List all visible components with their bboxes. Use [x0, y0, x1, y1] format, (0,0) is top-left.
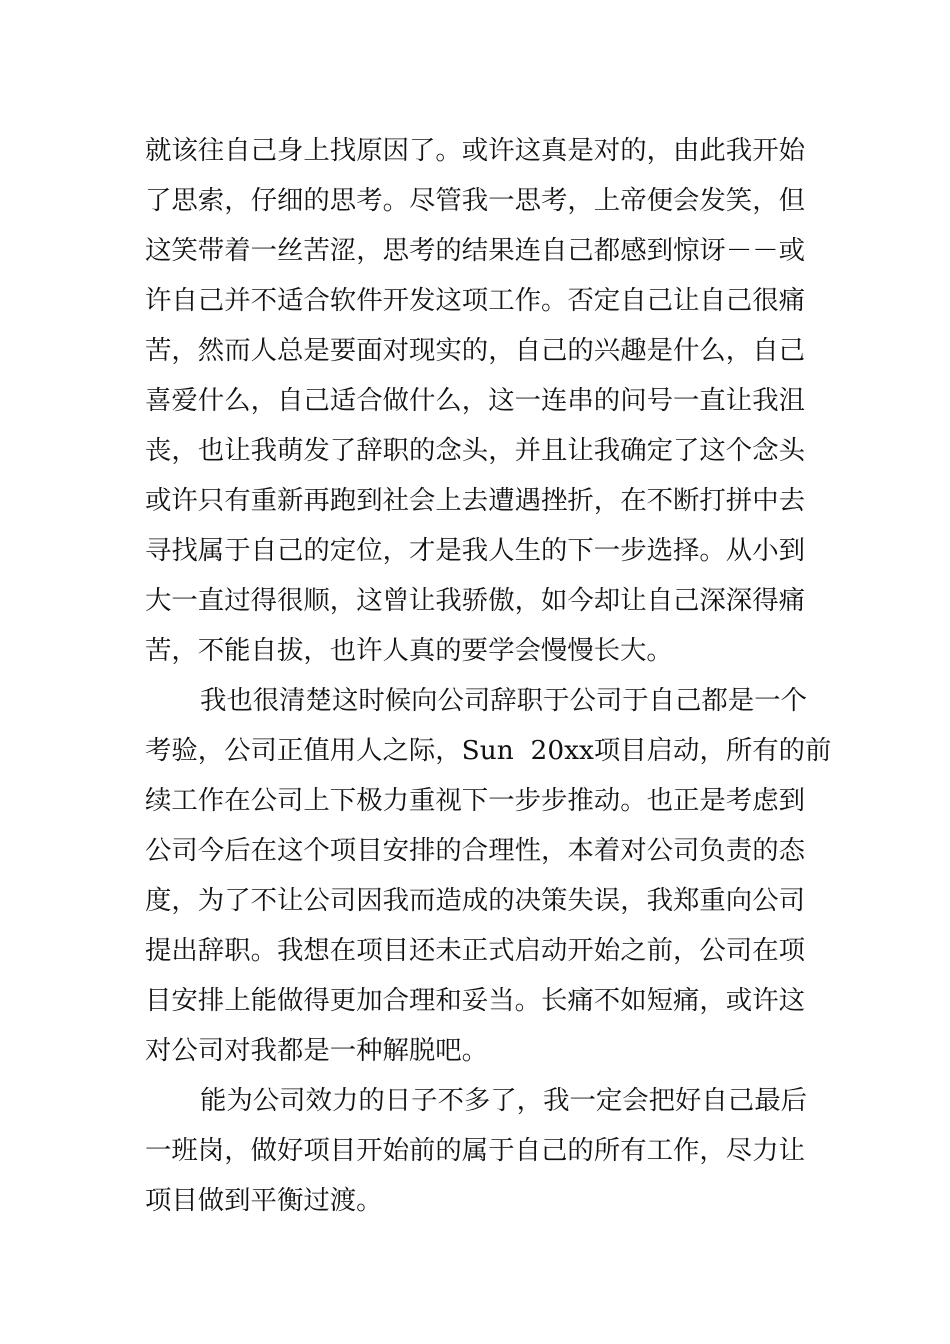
text-line: 苦，然而人总是要面对现实的，自己的兴趣是什么，自己 [145, 335, 805, 366]
text-line: 一班岗，做好项目开始前的属于自己的所有工作，尽力让 [145, 1135, 805, 1166]
text-line: 了思索，仔细的思考。尽管我一思考，上帝便会发笑，但 [145, 185, 805, 216]
text-line: 度，为了不让公司因我而造成的决策失误，我郑重向公司 [145, 885, 805, 916]
text-line: 喜爱什么，自己适合做什么，这一连串的问号一直让我沮 [145, 385, 805, 416]
paragraph-3 [145, 1076, 805, 1226]
paragraph-1 [145, 126, 805, 676]
text-line: 这笑带着一丝苦涩，思考的结果连自己都感到惊讶－－或 [145, 235, 805, 266]
document-body [145, 126, 832, 1226]
text-line: 寻找属于自己的定位，才是我人生的下一步选择。从小到 [145, 535, 805, 566]
text-line: 提出辞职。我想在项目还未正式启动开始之前，公司在项 [145, 935, 805, 966]
text-line: 项目做到平衡过渡。 [145, 1185, 383, 1216]
text-line: 或许只有重新再跑到社会上去遭遇挫折，在不断打拼中去 [145, 485, 805, 516]
text-line: 丧，也让我萌发了辞职的念头，并且让我确定了这个念头 [145, 435, 805, 466]
text-line: 对公司对我都是一种解脱吧。 [145, 1035, 489, 1066]
paragraph-2 [145, 676, 832, 1076]
text-line: 苦，不能自拔，也许人真的要学会慢慢长大。 [145, 635, 673, 666]
text-line: 公司今后在这个项目安排的合理性，本着对公司负责的态 [145, 835, 805, 866]
text-line: 目安排上能做得更加合理和妥当。长痛不如短痛，或许这 [145, 985, 805, 1016]
text-line: 能为公司效力的日子不多了，我一定会把好自己最后 [200, 1085, 807, 1116]
text-line: 我也很清楚这时候向公司辞职于公司于自己都是一个 [200, 685, 807, 716]
text-line: 许自己并不适合软件开发这项工作。否定自己让自己很痛 [145, 285, 805, 316]
text-line: 就该往自己身上找原因了。或许这真是对的，由此我开始 [145, 135, 805, 166]
text-line: 大一直过得很顺，这曾让我骄傲，如今却让自己深深得痛 [145, 585, 805, 616]
text-line: 考验，公司正值用人之际，Sun 20xx项目启动，所有的前 [145, 735, 832, 766]
text-line: 续工作在公司上下极力重视下一步步推动。也正是考虑到 [145, 785, 805, 816]
